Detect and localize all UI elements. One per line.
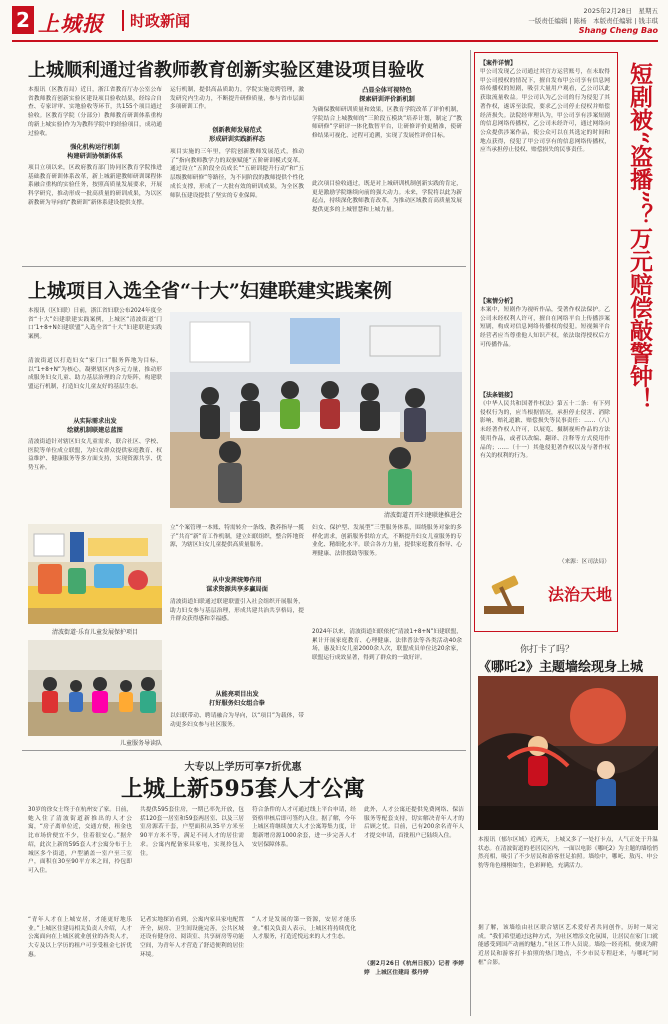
article3-body-5: 符合条件的人才可通过线上平台申请，经资格审核后即可签约入住。据了解，今年上城区将继续加大人才公寓筹集力度，计划新增房源1000余套，进一步完善人才安居保障体系。 xyxy=(252,807,356,848)
article-divider-2 xyxy=(22,750,466,751)
article3-body-7: 此外，人才公寓还提供免费网络、保洁服务等配套支持，切实解决青年人才的后顾之忧。目前，已有200余名青年人才提交申请，首批租户已陆续入住。 xyxy=(364,807,464,840)
meeting-photo xyxy=(170,312,462,508)
article2-body-6: 妇女、保护型、发展型”三型服务体系，围绕服务对象的多样化需求，创新服务供给方式，不断提升妇女儿童服务的专业化、精细化水平。联合各方力量，提供家庭教育指导、心理健康、法律援助等服务。 xyxy=(312,525,462,558)
article3-body-3: 共提供595套住房，一期已率先开放，包括120套一居室和59套两居室、以及三居室房源若干套，户型面积从35平方米至90平方米不等，满足不同人才的居住需求。公寓内配备家具家电，实现拎包入住。 xyxy=(140,807,244,857)
article3-body-1: 30岁的徐女士终于在杭州安了家。日前，她入住了清波街道新推出的人才公寓，“房子离单位近，交通方便，租金也比市场价便宜不少，住着很安心。”据介绍，此次上新的595套人才公寓分布于上城区多个街道，户型涵盖一室户至三室户，面积在30至90平方米之间，拎包即可入住。 xyxy=(28,807,132,874)
gavel-icon xyxy=(478,572,538,618)
article1-body-4: 为确保教师研训质量和效果，区教育学院改革了评价机制，学院结合上城教师的“三阶段五模块”培养计划，制定了“教师研修”学研评一体化数智平台，让研修评价更精准，使研修结果可视化、过程可追溯，实现了发展性评价目标。 xyxy=(312,107,462,140)
article3-body-2: “青年人才在上城安居，才能更好地乐业。”上城区住建局相关负责人介绍，人才公寓面向在上城区就业创业的各类人才，大专及以上学历的租户可享受租金七折优惠。 xyxy=(28,917,132,958)
law-title-column xyxy=(618,52,658,592)
article2-body-3: 立“个案管理一本账、特需转介一条线、教养指导一揽子”共育“新”育工作机制，建立妇联组织，整合阵地资源，为辖区妇女儿童提供高质量服务。 xyxy=(170,525,304,549)
newspaper-logo: 上城报 xyxy=(38,11,104,36)
law-banner xyxy=(478,572,656,618)
masthead xyxy=(12,6,658,40)
law-title: 短剧被“盗播”？万元赔偿敲警钟！ xyxy=(626,62,653,411)
mural-photo xyxy=(478,676,658,830)
movie-headline: 《哪吒2》主题墙绘现身上城 xyxy=(478,660,644,675)
playground-photo xyxy=(28,524,162,624)
article-divider-1 xyxy=(22,266,466,267)
article2-body-7: 2024年以来，清波街道妇联依托“清波1+8+N”妇建联盟，累计开展家庭教育、心理健康、法律普法等各类活动40余场，惠及妇女儿童2000余人次，联盟成员单位达20余家，联盟运行成效显著，得到了群众的一致好评。 xyxy=(312,629,462,662)
photo-caption-center: 清波街道召开妇建联建推进会 xyxy=(383,512,462,519)
article3-kicker: 大专以上学历可享7折优惠 xyxy=(184,762,302,773)
article3-headline: 上城上新595套人才公寓 xyxy=(121,776,365,802)
photo-caption-bottom-left: 儿童服务导读队 xyxy=(119,740,162,747)
movie-body-1: 本报讯（郁尔区域）近两天，上城又多了一处打卡点，人气正处于升温状态。在清波街道的老居民区内，一面以电影《哪吒2》为主题的墙绘悄然亮相，吸引了不少居民和游客驻足拍照。墙绘中，哪吒、敖丙、申公豹等角色栩栩如生，色彩鲜艳，充满活力。 xyxy=(478,837,658,870)
newspaper-romanized-name: Shang Cheng Bao xyxy=(578,26,658,35)
date-line: 2025年2月28日 星期五 xyxy=(583,7,658,15)
law-case-tag: 【案件详情】 xyxy=(480,60,517,67)
article2-subhead-3: 从能亮项目出发 打好服务妇女组合拳 xyxy=(209,691,265,707)
article2-subhead-2: 从中发挥统筹作用 谋求资源共享多赢局面 xyxy=(206,577,268,593)
article1-lead: 本报讯（区教育局）近日，浙江省教育厅办公室公布省教师教育创新实验区建设项目验收结果，经综合自查、专家评审、实地验收等环节，共155个项目通过验收。区教育学院（分部分）教师教育研训体系重构的新上城实验)作为为教科学院中的经验项目，成功通过验收。 xyxy=(28,87,162,137)
article2-subhead-1: 从实际需求出发 绘就机制联建总蓝图 xyxy=(67,418,123,434)
article1-subhead-1: 强化机构运行机制 构建研训协领新体系 xyxy=(67,144,123,160)
masthead-divider xyxy=(12,40,658,42)
article2-body-2: 清波街道针对辖区妇女儿童需求，联合社区、学校、医院等单位成立联盟，为妇女群众提供家庭教育、权益维护、健康服务等多方面支持，实现资源共享、优势互补。 xyxy=(28,439,162,472)
law-statute-text: 《中华人民共和国著作权法》第五十二条：有下列侵权行为的，应当根据情况，承担停止侵害、消除影响、赔礼道歉、赔偿损失等民事责任：……（八）未经著作权人许可，以展览、摄制视听作品的方法使用作品，或者以改编、翻译、注释等方式使用作品的；……（十一）其他侵犯著作权以及与著作权有关的权利的行为。 xyxy=(480,401,610,460)
article1-subhead-3: 凸显全体可视特色 探索研训评价新机制 xyxy=(359,87,415,103)
law-analysis-text: 本案中，短剧作为视听作品，受著作权法保护。乙公司未经权利人许可，擅自在网络平台上传播涉案短剧，构成对信息网络传播权的侵犯。短视频平台经营者应当尊重他人知识产权，依法取得授权后方可传播作品。 xyxy=(480,307,610,348)
article1-body-5: 此次项目验收通过，既是对上城研训机制创新实践的肯定，更是激励学院继续向前的强大动力。未来，学院将以此为新起点，持续深化教师教育改革，为推动区域教育高质量发展提供更多的上城智慧和上城力量。 xyxy=(312,181,462,214)
section-title: 时政新闻 xyxy=(122,10,190,31)
article3-body-6: “人才是发展的第一资源，安居才能乐业。”相关负责人表示，上城区将持续优化人才服务，打造近悦远来的人才生态。 xyxy=(252,917,356,941)
law-source: （来源：区司法局） xyxy=(558,559,610,565)
law-statute-tag: 【法条链接】 xyxy=(480,392,517,399)
movie-kicker: 你打卡了吗？ xyxy=(520,645,575,655)
article2-headline: 上城项目入选全省“十大”妇建联建实践案例 xyxy=(28,280,392,302)
masthead-info xyxy=(528,6,658,36)
article3-body-4: 记者实地探访看到，公寓内家具家电配置齐全，厨房、卫生间设施完善，公共区域还设有健身房、阅读室、共享厨房等功能空间，为青年人才营造了舒适便利的居住环境。 xyxy=(140,917,244,958)
article2-body-5: 以妇联带动、聘请融合为导向，以“项目”为载体，带动更多妇女参与社区服务。 xyxy=(170,713,304,728)
article2-body-4: 清波街道妇联通过联建联盟引入社会组织开展服务，助力妇女参与基层治理，形成共建共治共享格局，提升群众获得感和幸福感。 xyxy=(170,599,304,623)
article1-body-3: 项目实施的三年里，学院创新教师发展范式，推动了“指向教师教学力的双驱赋能”五阶研训模式变革。通过设立“五阶段全员成长”“五研训提升行动”和“五层级教师研修”等路径，为不同阶段的教师提供个性化成长支撑，形成了一大批有效的研训成果，为全区教师队伍建设提供了坚实的专业保障。 xyxy=(170,149,304,199)
article1-headline: 上城顺利通过省教师教育创新实验区建设项目验收 xyxy=(28,60,424,81)
law-banner-label: 法治天地 xyxy=(548,585,613,604)
law-analysis-tag: 【案情分析】 xyxy=(480,298,517,305)
article2-body-1: 清波街道以打造妇女“家门口”服务阵地为目标，以“1+8+N”为核心，凝聚辖区内多元力量，推动形成服务妇女儿童、助力基层治理的合力矩阵，构建联盟运行机制，打造妇女儿童友好的基层生态。 xyxy=(28,358,162,391)
article2-lead: 本报讯（区妇联）日前，浙江省妇联公布2024年度全省“十大”妇建联建实践案例，上城区“清波街道‘门口’1+8+N妇建联盟”入选全省“十大”妇建联建实践案例。 xyxy=(28,308,162,341)
article1-body-1: 项目立项以来，区政府教育部门协同区教育学院推进基础教育研训体系改革，新上城新建教师研训课程体系融合重构的实验任务，按照高质量发展要求，开展科学研究，推动形成一批高质量的研训成果，为以区新教研为导向的“教研训”新体系建设提供支撑。 xyxy=(28,165,162,206)
column-divider xyxy=(470,50,471,1016)
article3-byline: （据2月26日《杭州日报》）记者 李婷婷 上城区住建局 蔡丹婷 xyxy=(364,961,464,976)
editor-line: 一版责任编辑 | 陈杨 本版责任编辑 | 钱丰琪 xyxy=(528,17,658,25)
article1-body-2: 运行机制，提供高品质助力，学院实施竞聘管理，激发研究内生动力，不断提升研修质量，参与省市层面多项研训工作。 xyxy=(170,87,304,111)
movie-body-2: 据了解，该墙绘由社区联合辖区艺术爱好者共同创作，历时一周完成。“我们希望通过这种方式，为社区增添文化氛围，让居民在家门口就能感受到国产动画的魅力。”社区工作人员说。墙绘一经亮相，便成为附近居民和游客打卡拍照的热门地点，不少市民专程赶来，与哪吒“同框”合影。 xyxy=(478,925,658,966)
children-photo xyxy=(28,640,162,736)
law-case-text: 甲公司发现乙公司通过其官方运营账号，在未取得甲公司授权的情况下，擅自发布甲公司享有信息网络传播权的短剧，吸引大量用户观看，乙公司以此获取流量收益。甲公司认为乙公司的行为侵犯了其著作权，遂诉至法院，要求乙公司停止侵权并赔偿经济损失。法院经审理认为，甲公司享有涉案短剧的信息网络传播权，乙公司未经许可，通过网络向公众提供涉案作品，使公众可以在其选定的时间和地点获得，侵犯了甲公司享有的信息网络传播权，应当承担停止侵权、赔偿损失的民事责任。 xyxy=(480,69,610,154)
article1-subhead-2: 创新教师发展范式 形成研训实践新样态 xyxy=(209,127,265,143)
photo-caption-left: 清波街道·乐育儿童发展保护项目 xyxy=(52,629,138,636)
page-number: 2 xyxy=(12,6,34,34)
